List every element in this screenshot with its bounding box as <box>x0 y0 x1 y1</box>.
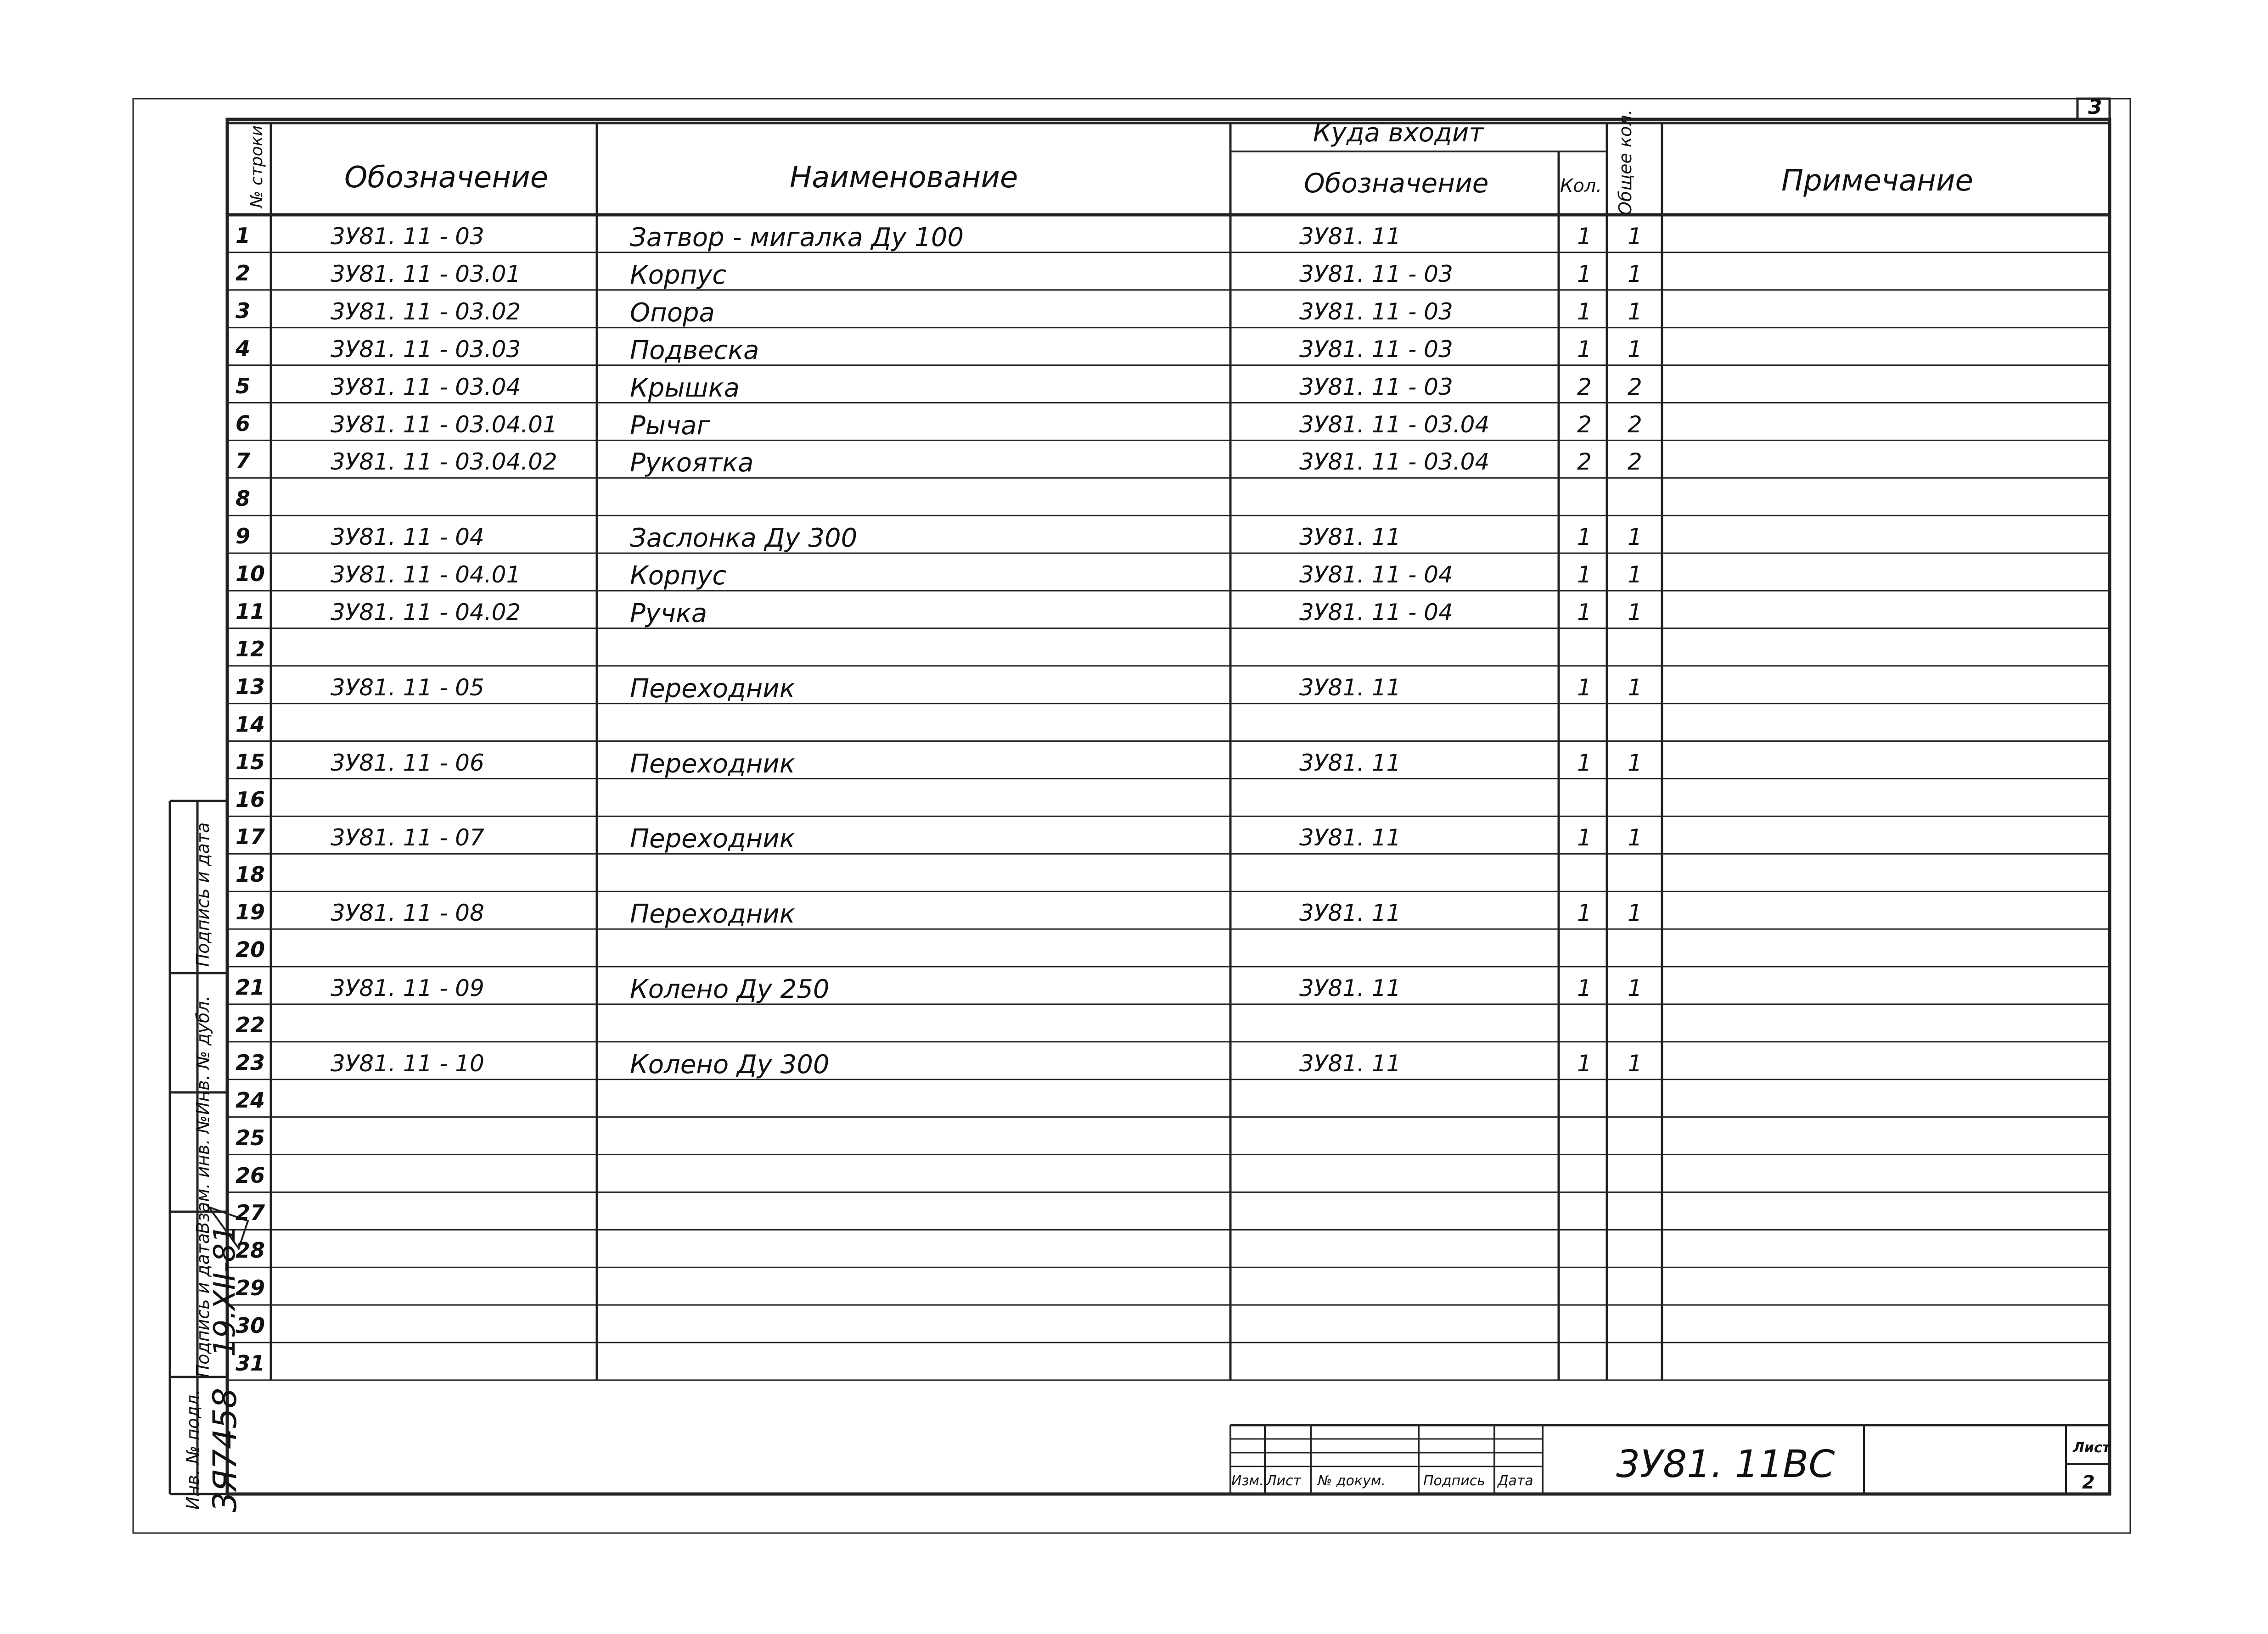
row-qty: 1 <box>1577 749 1592 776</box>
row-qty: 1 <box>1577 1050 1592 1077</box>
row-total-qty: 1 <box>1628 260 1642 287</box>
row-number: 5 <box>236 373 251 398</box>
header-where-used: Куда входит <box>1313 118 1484 148</box>
row-where-used: 3У81. 11 <box>1299 223 1401 250</box>
row-qty: 1 <box>1577 561 1592 588</box>
side-vzam-inv: Взам. инв. № <box>193 1115 213 1234</box>
row-designation: 3У81. 11 - 08 <box>331 900 484 927</box>
row-name: Колено Ду 300 <box>630 1049 830 1080</box>
tb-sheet-number: 2 <box>2082 1472 2095 1493</box>
row-total-qty: 1 <box>1628 1050 1642 1077</box>
tb-date: Дата <box>1498 1473 1533 1489</box>
tb-signature: Подпись <box>1423 1473 1485 1489</box>
row-where-used: 3У81. 11 <box>1299 824 1401 851</box>
row-designation: 3У81. 11 - 03 <box>331 223 484 250</box>
row-where-used: 3У81. 11 - 03.04 <box>1299 411 1490 438</box>
row-qty: 2 <box>1577 448 1592 476</box>
row-qty: 1 <box>1577 824 1592 851</box>
row-designation: 3У81. 11 - 04.02 <box>331 599 521 626</box>
row-number: 11 <box>236 599 265 624</box>
row-where-used: 3У81. 11 - 03 <box>1299 260 1453 287</box>
row-where-used: 3У81. 11 <box>1299 749 1401 776</box>
row-total-qty: 2 <box>1628 411 1642 438</box>
row-where-used: 3У81. 11 <box>1299 975 1401 1002</box>
row-total-qty: 2 <box>1628 373 1642 400</box>
row-number: 2 <box>236 260 251 285</box>
header-qty: Кол. <box>1560 175 1602 196</box>
row-number: 6 <box>236 411 251 436</box>
side-date-value: 19.XII-81 <box>208 1225 242 1357</box>
row-total-qty: 1 <box>1628 900 1642 927</box>
row-number: 1 <box>236 223 251 248</box>
row-total-qty: 1 <box>1628 824 1642 851</box>
row-number: 3 <box>236 298 251 323</box>
row-qty: 1 <box>1577 298 1592 325</box>
row-total-qty: 1 <box>1628 223 1642 250</box>
row-total-qty: 1 <box>1628 524 1642 551</box>
side-inv-podl: Инв. № подл. <box>183 1389 203 1510</box>
side-inv-dubl: Инв. № дубл. <box>193 996 213 1115</box>
row-designation: 3У81. 11 - 04 <box>331 524 484 551</box>
sheet-corner-number: 3 <box>2088 95 2102 119</box>
row-number: 27 <box>236 1200 265 1226</box>
row-qty: 2 <box>1577 411 1592 438</box>
row-where-used: 3У81. 11 <box>1299 1050 1401 1077</box>
row-name: Затвор - мигалка Ду 100 <box>630 223 964 252</box>
row-name: Корпус <box>630 260 727 290</box>
row-number: 19 <box>236 900 265 925</box>
row-name: Крышка <box>630 373 740 403</box>
row-name: Корпус <box>630 561 727 591</box>
row-number: 16 <box>236 787 265 812</box>
row-where-used: 3У81. 11 - 03 <box>1299 298 1453 325</box>
row-designation: 3У81. 11 - 03.04.01 <box>331 411 557 438</box>
header-where-designation: Обозначение <box>1304 168 1489 199</box>
row-qty: 2 <box>1577 373 1592 400</box>
row-number: 17 <box>236 824 265 850</box>
row-name: Опора <box>630 297 715 328</box>
row-name: Переходник <box>630 824 795 854</box>
row-number: 18 <box>236 862 265 887</box>
row-qty: 1 <box>1577 900 1592 927</box>
row-total-qty: 1 <box>1628 674 1642 701</box>
row-number: 8 <box>236 486 251 511</box>
row-designation: 3У81. 11 - 07 <box>331 824 484 851</box>
row-number: 21 <box>236 975 265 1000</box>
row-name: Ручка <box>630 599 707 628</box>
row-designation: 3У81. 11 - 03.04 <box>331 373 521 400</box>
row-number: 31 <box>236 1351 265 1376</box>
row-number: 26 <box>236 1163 265 1188</box>
side-signature-date-bottom: Подпись и дата <box>193 1233 213 1378</box>
row-name: Подвеска <box>630 335 759 365</box>
row-name: Переходник <box>630 673 795 704</box>
row-designation: 3У81. 11 - 10 <box>331 1050 484 1077</box>
row-total-qty: 1 <box>1628 749 1642 776</box>
row-where-used: 3У81. 11 <box>1299 900 1401 927</box>
header-row-no: № строки <box>247 125 266 208</box>
row-where-used: 3У81. 11 - 04 <box>1299 561 1453 588</box>
tb-sheet-label: Лист <box>2073 1440 2111 1456</box>
row-number: 28 <box>236 1238 265 1263</box>
side-inv-podl-value: 3Я7458 <box>206 1388 244 1512</box>
row-total-qty: 1 <box>1628 298 1642 325</box>
header-designation: Обозначение <box>344 161 549 195</box>
row-number: 20 <box>236 937 265 962</box>
row-where-used: 3У81. 11 - 03.04 <box>1299 448 1490 476</box>
row-number: 15 <box>236 749 265 774</box>
row-number: 4 <box>236 336 251 361</box>
row-name: Рукоятка <box>630 448 754 478</box>
row-number: 7 <box>236 448 251 474</box>
row-total-qty: 1 <box>1628 975 1642 1002</box>
row-where-used: 3У81. 11 - 04 <box>1299 599 1453 626</box>
side-signature-date-top: Подпись и дата <box>193 822 213 967</box>
tb-list: Лист <box>1266 1473 1302 1489</box>
header-total-qty: Общее кол. <box>1615 109 1635 215</box>
row-where-used: 3У81. 11 <box>1299 524 1401 551</box>
row-where-used: 3У81. 11 - 03 <box>1299 373 1453 400</box>
row-total-qty: 1 <box>1628 336 1642 363</box>
row-designation: 3У81. 11 - 03.01 <box>331 260 521 287</box>
tb-izm: Изм. <box>1231 1473 1264 1489</box>
row-number: 13 <box>236 674 265 699</box>
row-number: 29 <box>236 1276 265 1301</box>
row-number: 25 <box>236 1125 265 1150</box>
row-number: 22 <box>236 1012 265 1037</box>
row-total-qty: 1 <box>1628 561 1642 588</box>
row-qty: 1 <box>1577 223 1592 250</box>
row-designation: 3У81. 11 - 03.03 <box>331 336 521 363</box>
row-name: Переходник <box>630 899 795 929</box>
row-designation: 3У81. 11 - 09 <box>331 975 484 1002</box>
row-name: Рычаг <box>630 410 710 441</box>
row-qty: 1 <box>1577 674 1592 701</box>
row-qty: 1 <box>1577 336 1592 363</box>
row-number: 12 <box>236 636 265 661</box>
tb-document-code: 3У81. 11ВС <box>1616 1443 1835 1486</box>
row-number: 30 <box>236 1313 265 1338</box>
row-name: Переходник <box>630 749 795 779</box>
row-number: 24 <box>236 1087 265 1113</box>
row-qty: 1 <box>1577 975 1592 1002</box>
row-designation: 3У81. 11 - 04.01 <box>331 561 521 588</box>
row-total-qty: 2 <box>1628 448 1642 476</box>
row-name: Колено Ду 250 <box>630 974 830 1004</box>
row-number: 9 <box>236 524 251 549</box>
row-qty: 1 <box>1577 599 1592 626</box>
row-number: 14 <box>236 711 265 737</box>
row-qty: 1 <box>1577 524 1592 551</box>
row-where-used: 3У81. 11 - 03 <box>1299 336 1453 363</box>
header-note: Примечание <box>1781 164 1973 198</box>
row-designation: 3У81. 11 - 06 <box>331 749 484 776</box>
row-number: 10 <box>236 561 265 587</box>
row-where-used: 3У81. 11 <box>1299 674 1401 701</box>
row-total-qty: 1 <box>1628 599 1642 626</box>
tb-doc-no: № докум. <box>1318 1473 1386 1489</box>
row-name: Заслонка Ду 300 <box>630 523 858 554</box>
row-designation: 3У81. 11 - 03.02 <box>331 298 521 325</box>
row-designation: 3У81. 11 - 05 <box>331 674 484 701</box>
header-name: Наименование <box>790 161 1018 195</box>
row-qty: 1 <box>1577 260 1592 287</box>
row-designation: 3У81. 11 - 03.04.02 <box>331 448 557 476</box>
row-number: 23 <box>236 1050 265 1075</box>
